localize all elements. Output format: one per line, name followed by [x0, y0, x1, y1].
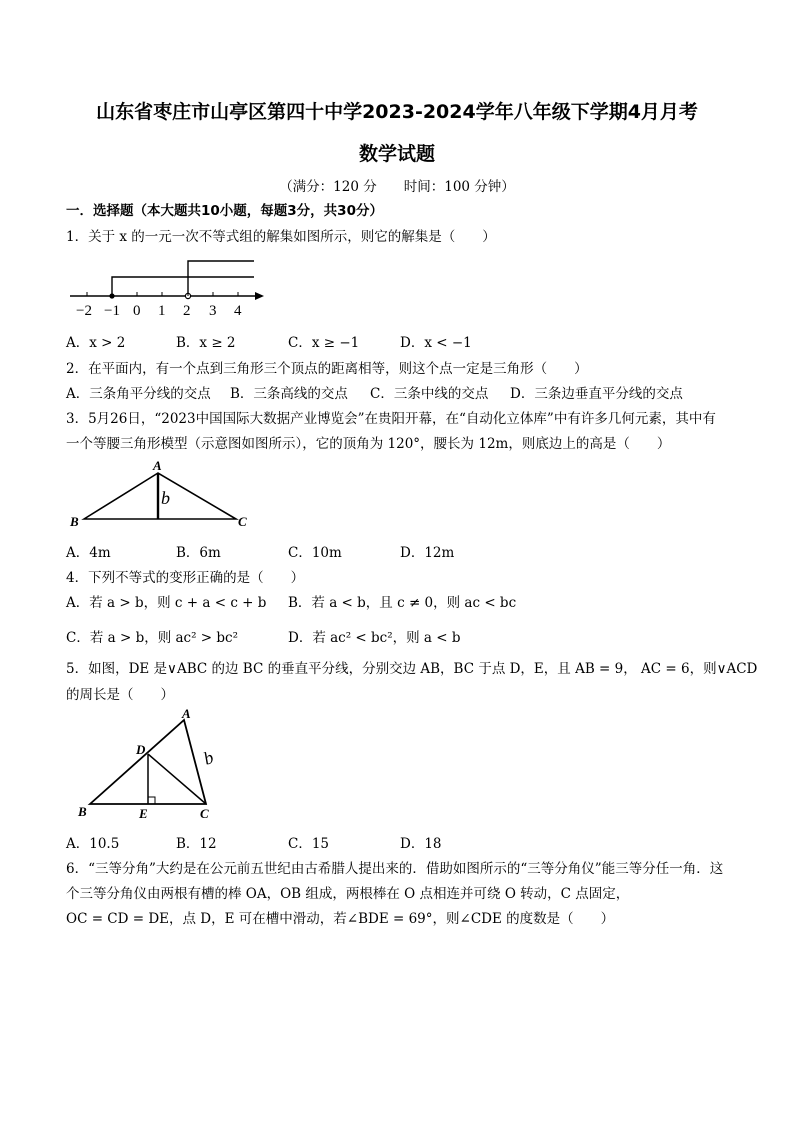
vertex-label-a: A	[153, 458, 162, 473]
option-b: B．12	[176, 836, 217, 852]
point-label-e: E	[139, 806, 148, 821]
option-b: B．三条高线的交点	[230, 386, 348, 402]
tick-label: 3	[209, 303, 217, 319]
handwritten-mark: b	[200, 746, 217, 769]
point-label-d: D	[136, 742, 146, 757]
option-a: A．4m	[66, 545, 111, 561]
question-6-stem-line1: 6．“三等分角”大约是在公元前五世纪由古希腊人提出来的．借助如图所示的“三等分角仪”能三等分任一角．这	[66, 861, 724, 877]
isosceles-triangle-figure	[64, 456, 264, 532]
option-d: D．12m	[400, 545, 455, 561]
page-title: 山东省枣庄市山亭区第四十中学2023-2024学年八年级下学期4月月考	[96, 101, 698, 123]
handwritten-mark: b	[161, 488, 170, 508]
option-c: C．10m	[288, 545, 342, 561]
section-heading: 一．选择题（本大题共10小题，每题3分，共30分）	[66, 203, 383, 219]
question-4-stem: 4．下列不等式的变形正确的是（ ）	[66, 570, 305, 586]
question-5-stem-line1: 5．如图，DE 是∨ABC 的边 BC 的垂直平分线，分别交边 AB，BC 于点 D，E，且 AB = 9， AC = 6，则∨ACD	[66, 661, 758, 677]
option-c: C．15	[288, 836, 330, 852]
option-d: D．x < −1	[400, 335, 472, 351]
tick-label: 2	[183, 303, 191, 319]
vertex-label-b: B	[78, 804, 87, 819]
page-subtitle: 数学试题	[358, 143, 435, 165]
axis-arrow-icon	[255, 292, 264, 300]
number-line-figure	[64, 256, 274, 320]
question-5-stem-line2: 的周长是（ ）	[66, 687, 174, 703]
vertex-label-a: A	[182, 706, 191, 721]
tick-label: 1	[158, 303, 166, 319]
option-a: A．10.5	[66, 836, 120, 852]
question-3-stem-line1: 3．5月26日，“2023中国国际大数据产业博览会”在贵阳开幕，在“自动化立体库”中有许多几何元素，其中有	[66, 411, 716, 427]
solution-bracket-lower	[112, 277, 254, 296]
question-3-stem-line2: 一个等腰三角形模型（示意图如图所示），它的顶角为 120°，腰长为 12m，则底边上的高是（ ）	[66, 436, 671, 452]
triangle-abc	[84, 473, 236, 519]
solution-bracket-upper	[188, 261, 254, 296]
option-b: B．6m	[176, 545, 221, 561]
tick-label: −2	[76, 303, 92, 319]
option-d: D．若 ac² < bc²，则 a < b	[288, 630, 461, 646]
segment-dc	[148, 754, 206, 804]
question-1-stem: 1．关于 x 的一元一次不等式组的解集如图所示，则它的解集是（ ）	[66, 229, 496, 245]
option-b: B．若 a < b，且 c ≠ 0，则 ac < bc	[288, 595, 517, 611]
option-d: D．18	[400, 836, 442, 852]
option-b: B．x ≥ 2	[176, 335, 236, 351]
tick-label: 4	[234, 303, 242, 319]
question-2-stem: 2．在平面内，有一个点到三角形三个顶点的距离相等，则这个点一定是三角形（ ）	[66, 361, 588, 377]
option-c: C．三条中线的交点	[370, 386, 489, 402]
exam-meta: （满分：120 分 时间：100 分钟）	[279, 179, 515, 195]
option-a: A．三条角平分线的交点	[66, 386, 211, 402]
option-d: D．三条边垂直平分线的交点	[510, 386, 683, 402]
question-6-stem-line3: OC = CD = DE，点 D，E 可在槽中滑动，若∠BDE = 69°，则∠CDE 的度数是（ ）	[66, 911, 615, 927]
tick-label: 0	[133, 303, 141, 319]
vertex-label-c: C	[200, 806, 209, 821]
vertex-label-c: C	[238, 514, 247, 529]
option-a: A．若 a > b，则 c + a < c + b	[66, 595, 267, 611]
option-a: A．x > 2	[66, 335, 126, 351]
vertex-label-b: B	[70, 514, 79, 529]
tick-label: −1	[104, 303, 120, 319]
triangle-perpendicular-bisector-figure	[72, 706, 232, 824]
right-angle-marker	[148, 797, 155, 804]
option-c: C．若 a > b，则 ac² > bc²	[66, 630, 239, 646]
option-c: C．x ≥ −1	[288, 335, 360, 351]
question-6-stem-line2: 个三等分角仪由两根有槽的棒 OA，OB 组成，两根棒在 O 点相连并可绕 O 转动，C 点固定，	[66, 886, 630, 902]
